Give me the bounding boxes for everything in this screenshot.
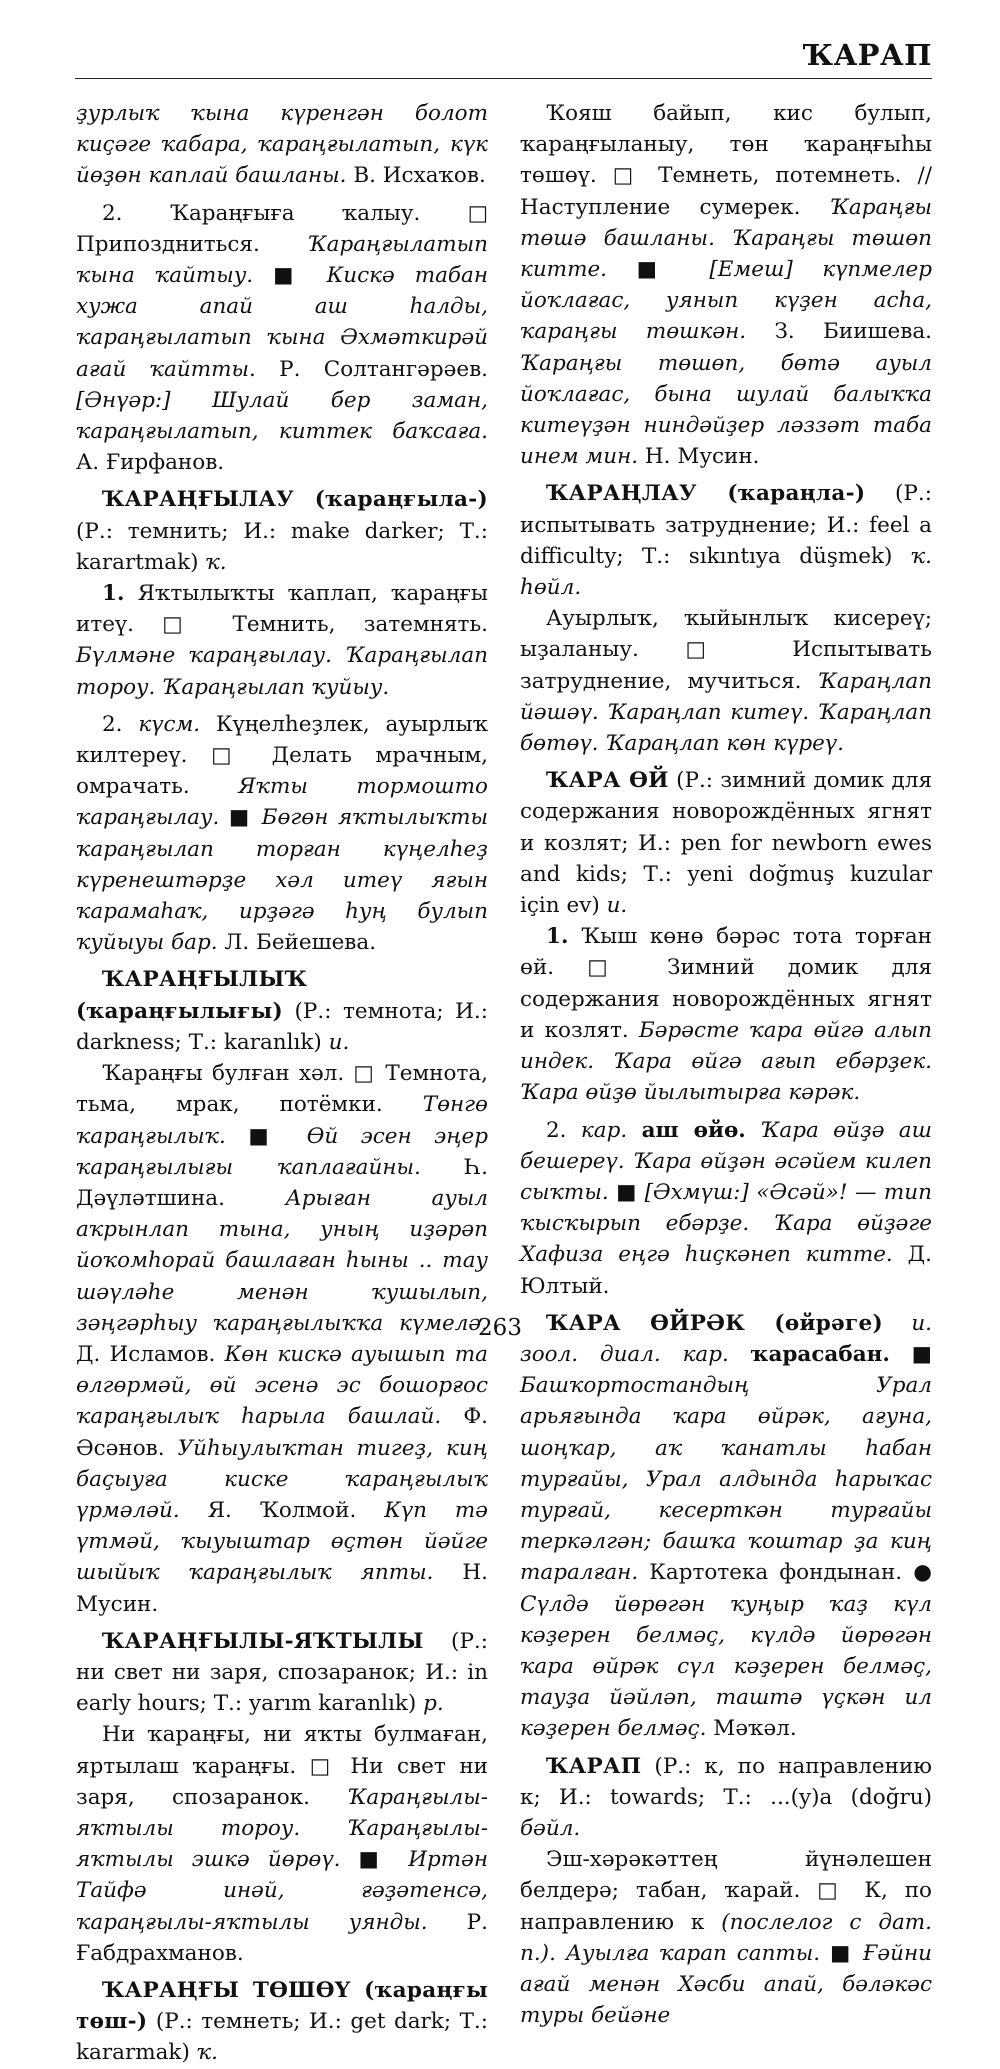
right-column-paragraph: Ауырлыҡ, ҡыйынлыҡ кисереү; ыҙаланыу. □ Испытывать затруднение, мучиться. Ҡараңлап йәшәү. Ҡараңлап китеү. Ҡараңлап бөтөү. Ҡараңлап көн күреү.: [520, 606, 932, 757]
left-column-paragraph: ҠАРАҢҒЫ ТӨШӨҮ (ҡараңғы төш-) (Р.: темнеть; И.: get dark; Т.: kararmak) ҡ.: [76, 1977, 488, 2066]
right-column-paragraph: ҠАРА ӨЙ (Р.: зимний домик для содержания новорождённых ягнят и козлят; И.: pen for newborn ewes and kids; Т.: yeni doğmuş kuzular için ev) и.: [520, 768, 933, 919]
left-column-paragraph: Ни ҡараңғы, ни яҡты булмаған, яртылаш ҡараңғы. □ Ни свет ни заря, спозаранок. Ҡараңғылы-яҡтылы тороу. Ҡараңғылы-яҡтылы эшкә йөрөү. ■ Иртән Тайфә инәй, ғәҙәтенсә, ҡараңғылы-яҡтылы уянды. Р. Ғабдрахманов.: [76, 1722, 488, 1966]
left-column-paragraph: Ҡараңғы булған хәл. □ Темнота, тьма, мрак, потёмки. Төнгө ҡараңғылыҡ. ■ Өй эсен эңер ҡараңғылығы ҡаплағайны. Һ. Дәүләтшина. Арыған ауыл аҡрынлап тына, уның иҙәрәп йоҡомһорай башлаған һыны .. тау шәүләһе менән ҡушылып, зәңгәрһыу ҡараңғылыҡҡа күмелә. Д. Исламов. Көн кискә ауышып та өлгөрмәй, өй эсенә эс бошорғос ҡараңғылыҡ һарыла башлай. Ф. Әсәнов. Уйһыулыҡтан тигеҙ, киң баҫыуға киске ҡараңғылыҡ үрмәләй. Я. Ҡолмой. Күп тә үтмәй, ҡыуыштар өҫтөн йәйге шыйыҡ ҡараңғылыҡ япты. Н. Мусин.: [76, 1061, 489, 1617]
left-column-paragraph: ҠАРАҢҒЫЛАУ (ҡараңғыла-) (Р.: темнить; И.: make darker; Т.: karartmak) ҡ.: [76, 487, 488, 575]
right-column-paragraph: ҠАРАП (Р.: к, по направлению к; И.: towards; Т.: ...(y)a (doğru) бәйл.: [520, 1753, 932, 1841]
left-column-paragraph: 2. Ҡараңғыға ҡалыу. □ Припоздниться. Ҡараңғылатып ҡына ҡайтыу. ■ Кискә табан хужа апай аш һалды, ҡараңғылатып ҡына Әхмәткирәй ағай ҡайтты. Р. Солтангәрәев. [Әнүәр:] Шулай бер заман, ҡараңғылатып, киттек баҡсаға. А. Ғирфанов.: [76, 200, 489, 476]
page-number: 263: [478, 1315, 522, 1341]
running-head-word: ҠАРАП: [802, 38, 932, 72]
right-column-paragraph: ҠАРА ӨЙРӘК (өйрәге) и. зоол. диал. кар. ҡарасабан. ■ Башҡортостандың Урал арьяғында ҡара өйрәк, ағуна, шоңҡар, аҡ ҡанатлы һабан турғайы, Урал алдында һарыҡас турғай, кесерткән турғайы теркәлгән; башҡа ҡоштар ҙа киң таралған. Картотека фондынан. ● Сүлдә йөрөгән ҡуңыр ҡаҙ күл кәҙерен белмәҫ, күлдә йөрөгән ҡара өйрәк сүл кәҙерен белмәҫ, тауҙа йәйләп, таштә үҫкән ил кәҙерен белмәҫ. Мәҡәл.: [520, 1310, 933, 1742]
right-column-paragraph: Ҡояш байып, кис булып, ҡараңғыланыу, төн ҡараңғыһы төшөү. □ Темнеть, потемнеть. // Наступление сумерек. Ҡараңғы төшә башланы. Ҡараңғы төшөп китте. ■ [Емеш] күпмелер йоҡлағас, уянып күҙен асһа, ҡараңғы төшкән. З. Биишева. Ҡараңғы төшөп, бөтә ауыл йоҡлағас, бына шулай балыҡҡа китеүҙән ниндәйҙер ләззәт таба инем мин. Н. Мусин.: [520, 101, 933, 470]
left-column-paragraph: 2. күсм. Күңелһеҙлек, ауырлыҡ килтереү. □ Делать мрачным, омрачать. Яҡты тормошто ҡараңғылау. ■ Бөгөн яҡтылыҡты ҡараңғылап торған күңелһеҙ күренештәрҙе хәл итеү яғын ҡарамаһаҡ, ирҙәгә һуң булып ҡуйыуы бар. Л. Бейешева.: [76, 711, 489, 956]
left-column-paragraph: ҠАРАҢҒЫЛЫҠ (ҡараңғылығы) (Р.: темнота; И.: darkness; Т.: karanlık) и.: [76, 967, 488, 1055]
left-column-paragraph: ҙурлыҡ ҡына күренгән болот киҫәге ҡабара, ҡараңғылатып, күк йөҙөн каплай башланы. В. Исхаҡов.: [76, 101, 488, 189]
right-column-paragraph: 1. Ҡыш көнө бәрәс тота торған өй. □ Зимний домик для содержания новорождённых ягнят и козлят. Бәрәсте ҡара өйгә алып индек. Ҡара өйгә ағып ебәрҙек. Ҡара өйҙө йылытырға кәрәк.: [520, 924, 932, 1106]
right-column-paragraph: ҠАРАҢЛАУ (ҡараңла-) (Р.: испытывать затруднение; И.: feel a difficulty; Т.: sıkıntıya düşmek) ҡ. һөйл.: [520, 481, 932, 601]
right-column: [520, 98, 932, 2037]
right-column-paragraph: 2. кар. аш өйө. Ҡара өйҙә аш бешереү. Ҡара өйҙән әсәйем килеп сыҡты. ■ [Әхмүш:] «Әсәй»! — тип ҡысҡырып ебәрҙе. Ҡара өйҙәге Хафиза еңгә һиҫкәнеп китте. Д. Юлтый.: [520, 1117, 932, 1299]
running-header: [75, 30, 932, 79]
right-column-paragraph: Эш-хәрәкәттең йүнәлешен белдерә; табан, ҡарай. □ К, по направлению к (послелог с дат. п.). Ауылға ҡарап сапты. ■ Ғәйни ағай менән Хәсби апай, бәләкәс туры бейәне: [520, 1847, 933, 2029]
left-column-paragraph: ҠАРАҢҒЫЛЫ-ЯҠТЫЛЫ (Р.: ни свет ни заря, спозаранок; И.: in early hours; Т.: yarım karanlık) р.: [76, 1628, 488, 1717]
left-column: [76, 98, 488, 2069]
left-column-paragraph: 1. Яҡтылыҡты ҡаплап, ҡараңғы итеү. □ Темнить, затемнять. Бүлмәне ҡараңғылау. Ҡараңғылап тороу. Ҡараңғылап ҡуйыу.: [76, 581, 488, 700]
